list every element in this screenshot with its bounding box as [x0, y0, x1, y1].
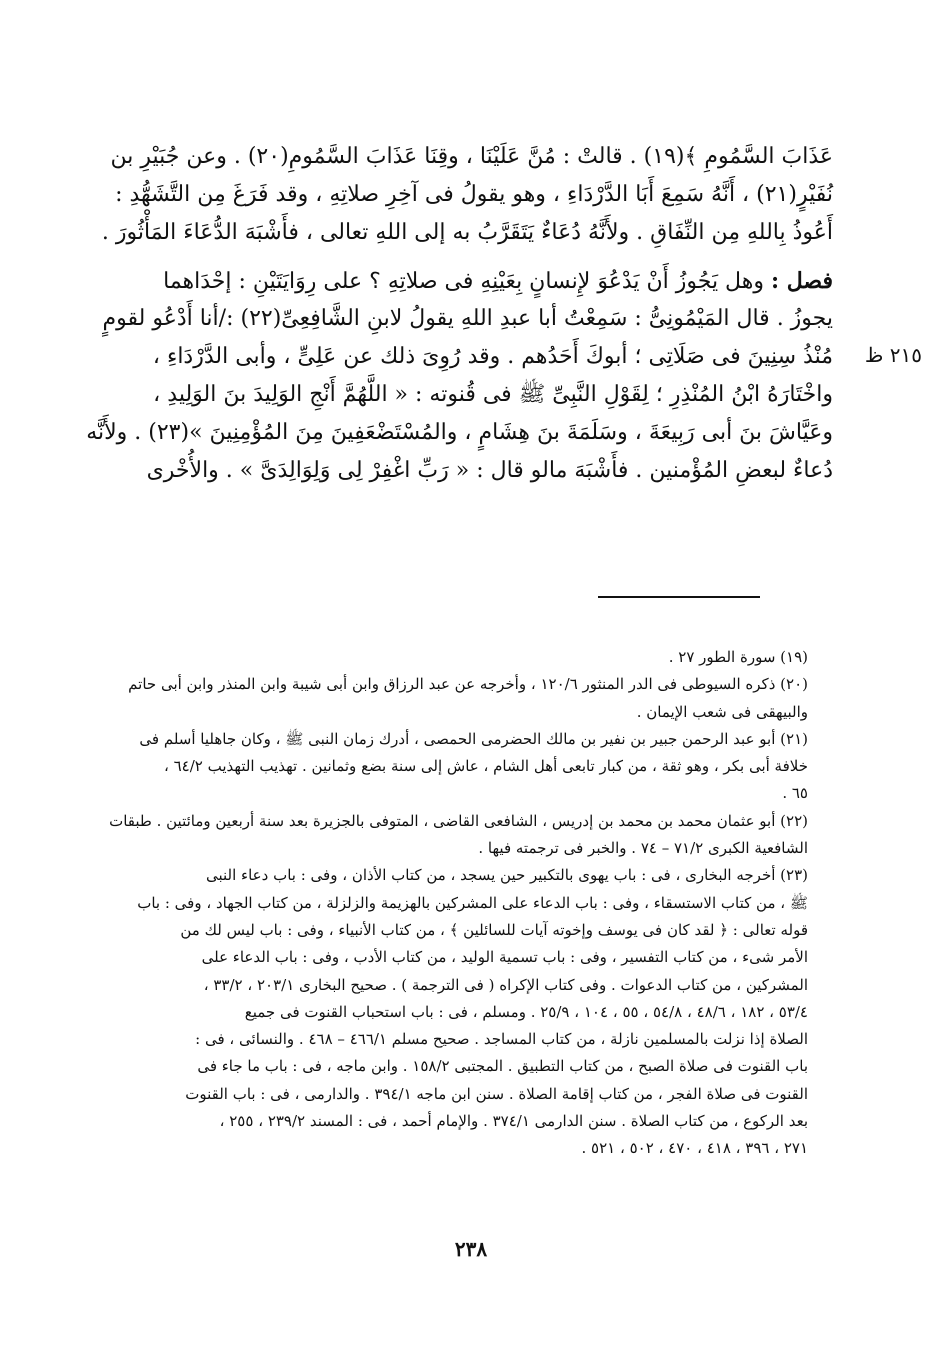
- page-number: ٢٣٨: [454, 1237, 488, 1261]
- footnote-separator: [598, 596, 760, 598]
- footnotes: [109, 644, 808, 1163]
- text-line: مُنْذُ سِنِينَ فى صَلَاتِى ؛ أبوكَ أَحَدُهم . وقد رُوِىَ ذلك عن عَلِىٍّ ، وأبى الدَّرْدَاءِ ،: [152, 344, 833, 369]
- footnote-line: (١٩) سورة الطور ٢٧ .: [668, 648, 808, 666]
- text-line: أَعُوذُ بِاللهِ مِن النِّفَاقِ . ولأَنَّهُ دُعَاءٌ يَتَقَرَّبُ به إلى اللهِ تعالى ، فأَشْبَهَ الدُّعَاءَ المَأْثُورَ .: [101, 220, 833, 245]
- footnote-line: الشافعية الكبرى ٧١/٢ – ٧٤ . والخبر فى ترجمته فيها .: [478, 839, 808, 858]
- footnote-line: (٢٢) أبو عثمان محمد بن محمد بن إدريس ، الشافعى القاضى ، المتوفى بالجزيرة بعد سنة أربعين ومائتين . طبقات: [109, 811, 808, 830]
- footnote-line: الصلاة إذا نزلت بالمسلمين نازلة ، من كتاب المساجد . صحيح مسلم ٤٦٦/١ – ٤٦٨ . والنسائى ، فى :: [195, 1030, 808, 1049]
- footnote-line: الأمر شىء ، من كتاب التفسير ، وفى : باب تسمية الوليد ، من كتاب الأدب ، وفى : باب الدعاء على: [201, 948, 808, 967]
- section-text: وهل يَجُوزُ أَنْ يَدْعُوَ لإِنسانٍ بِعَيْنِهِ فى صلاتِهِ ؟ على رِوَايَتَيْنِ : إحْدَاهما: [163, 269, 764, 294]
- text-line: دُعاءٌ لبعضِ المُؤْمنين . فأَشْبَهَ مالو قال : « رَبِّ اغْفِرْ لِى وَلِوَالِدَىَّ » . والأُخْرى: [146, 458, 833, 483]
- footnote-line: خلافة أبى بكر ، وهو ثقة ، من كبار تابعى أهل الشام ، عاش إلى سنة بضع وثمانين . تهذيب التهذيب ٦٤/٢ ،: [164, 757, 808, 776]
- footnote-line: (٢٣) أخرجه البخارى ، فى : باب يهوى بالتكبير حين يسجد ، من كتاب الأذان ، وفى : باب دعاء النبى: [206, 866, 808, 885]
- footnote-line: (٢٠) ذكره السيوطى فى الدر المنثور ١٢٠/٦ ، وأخرجه عن عبد الرزاق وابن أبى شيبة وابن المنذر وابن أبى حاتم: [128, 675, 808, 694]
- text-line: واخْتَارَهُ ابْنُ المُنْذِرِ ؛ لِقَوْلِ النَّبِىِّ ﷺ فى قُنوته : « اللَّهُمَّ أَنْجِ الوَلِيدَ بنَ الوَلِيدِ ،: [153, 382, 833, 407]
- footnote-line: باب القنوت فى صلاة الصبح ، من كتاب التطبيق . المجتبى ١٥٨/٢ . وابن ماجه ، فى : باب ما جاء فى: [197, 1057, 808, 1076]
- footnote-line: بعد الركوع ، من كتاب الصلاة . سنن الدارمى ٣٧٤/١ . والإمام أحمد ، فى : المسند ٢٣٩/٢ ، ٢٥٥ ،: [219, 1112, 808, 1131]
- section-label: فصل :: [770, 268, 833, 294]
- footnote-line: القنوت فى صلاة الفجر ، من كتاب إقامة الصلاة . سنن ابن ماجه ٣٩٤/١ . والدارمى ، فى : باب القنوت: [185, 1084, 808, 1103]
- footnote-line: (٢١) أبو عبد الرحمن جبير بن نفير بن مالك الحضرمى الحمصى ، أدرك زمان النبى ﷺ ، وكان جاهليا أسلم فى: [139, 729, 808, 748]
- footnote-line: والبيهقى فى شعب الإيمان .: [636, 702, 808, 721]
- text-line: يجوزُ . قال المَيْمُونِىُّ : سَمِعْتُ أبا عبدِ اللهِ يقولُ لابنِ الشَّافِعِىِّ(٢٢) :/أنا أَدْعُو لقومٍ: [102, 306, 833, 331]
- margin-folio-note: ٢١٥ ظ: [864, 343, 922, 367]
- paragraph-gap: [143, 252, 833, 262]
- text-line: وعَيَّاشَ بنَ أبى رَبِيعَةَ ، وسَلَمَةَ بنَ هِشَامٍ ، والمُسْتَضْعَفِينَ مِنَ المُؤْمِنِينَ »(٢٣) . ولأَنَّه: [86, 420, 833, 445]
- main-text: [86, 138, 833, 490]
- footnote-line: ٦٥ .: [782, 784, 808, 803]
- footnote-line: قوله تعالى : ﴿ لقد كان فى يوسف وإخوته آيات للسائلين ﴾ ، من كتاب الأنبياء ، وفى : باب ليس لك من: [180, 920, 808, 939]
- footnote-line: المشركين ، من كتاب الدعوات . وفى كتاب الإكراه ( فى الترجمة ) . صحيح البخارى ٢٠٣/١ ، ٣٣/٢ ،: [203, 975, 808, 994]
- footnote-line: ٢٧١ ، ٣٩٦ ، ٤١٨ ، ٤٧٠ ، ٥٠٢ ، ٥٢١ .: [581, 1139, 808, 1158]
- footnote-line: ٥٣/٤ ، ١٨٢ ، ٤٨/٦ ، ٥٤/٨ ، ٥٥ ، ١٠٤ ، ٢٥/٩ . ومسلم ، فى : باب استحباب القنوت فى جميع: [244, 1002, 808, 1021]
- text-line: عَذَابَ السَّمُومِ ﴾(١٩) . قالتْ : مُنَّ عَلَيْنَا ، وقِنَا عَذَابَ السَّمُومِ(٢٠) . وعن جُبَيْرِ بن: [110, 144, 833, 169]
- text-line: [143, 262, 833, 300]
- footnote-line: ﷺ ، من كتاب الاستسقاء ، وفى : باب الدعاء على المشركين بالهزيمة والزلزلة ، من كتاب الجهاد ، وفى : باب: [137, 893, 808, 912]
- text-line: نُفَيْرٍ(٢١) ، أَنَّهُ سَمِعَ أَبَا الدَّرْدَاءِ ، وهو يقولُ فى آخِرِ صلاتِهِ ، وقد فَرَغَ مِن التَّشَهُّدِ :: [115, 182, 833, 207]
